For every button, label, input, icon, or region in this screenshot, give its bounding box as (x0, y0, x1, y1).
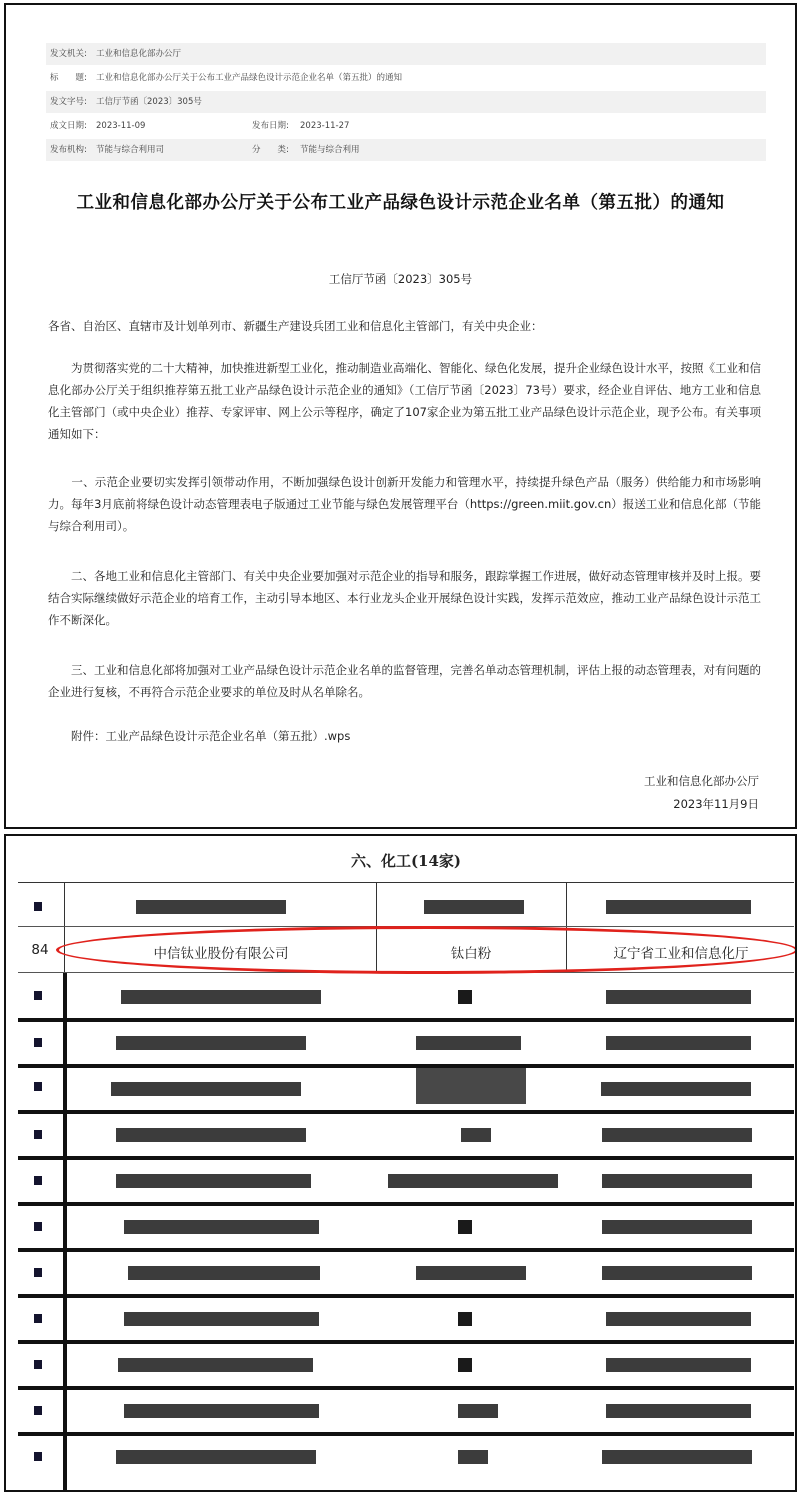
redacted-recommender (606, 900, 751, 914)
row-divider (18, 1294, 794, 1298)
redacted-number (34, 1406, 42, 1415)
redacted-company (124, 1220, 319, 1234)
redacted-company (111, 1082, 301, 1096)
redacted-number (34, 1452, 42, 1461)
redacted-recommender (606, 1404, 751, 1418)
redacted-product (458, 1358, 472, 1372)
highlight-ellipse (56, 926, 797, 974)
paragraph-item-1: 一、示范企业要切实发挥引领带动作用，不断加强绿色设计创新开发能力和管理水平，持续提升绿色产品（服务）供给能力和市场影响力。每年3月底前将绿色设计动态管理表电子版通过工业节能与绿色发展管理平台（https://green.miit.gov.cn）报送工业和信息化部（节能与综合利用司）。 (48, 475, 761, 533)
meta-issuer-label: 发文机关: (50, 49, 87, 59)
redacted-number (34, 991, 42, 1000)
redacted-company (136, 900, 286, 914)
row-divider (18, 1202, 794, 1206)
row-number: 84 (31, 942, 49, 958)
col-divider (64, 882, 65, 972)
redacted-product (424, 900, 524, 914)
redacted-recommender (602, 1266, 752, 1280)
redacted-recommender (606, 1312, 751, 1326)
recommender-name: 辽宁省工业和信息化厅 (613, 946, 749, 962)
meta-docno-label: 发文字号: (50, 97, 87, 107)
meta-category-label: 分 类: (252, 145, 289, 155)
redacted-product (458, 1312, 472, 1326)
redacted-number (34, 1082, 42, 1091)
redacted-recommender (602, 1128, 752, 1142)
redacted-company (124, 1404, 319, 1418)
redacted-product (416, 1266, 526, 1280)
redacted-product (416, 1068, 526, 1104)
redacted-company (116, 1174, 311, 1188)
redacted-company (124, 1312, 319, 1326)
redacted-company (116, 1036, 306, 1050)
paragraph-intro: 为贯彻落实党的二十大精神，加快推进新型工业化，推动制造业高端化、智能化、绿色化发展，提升企业绿色设计水平，按照《工业和信息化部办公厅关于组织推荐第五批工业产品绿色设计示范企业的通知》（工信厅节函〔2023〕73号）要求，经企业自评估、地方工业和信息化主管部门（或中央企业）推荐、专家评审、网上公示等程序，确定了107家企业为第五批工业产品绿色设计示范企业，现予公布。有关事项通知如下： (48, 361, 761, 441)
row-divider (18, 1110, 794, 1114)
document-number: 工信厅节函〔2023〕305号 (328, 272, 473, 286)
redacted-recommender (606, 990, 751, 1004)
redacted-number (34, 1222, 42, 1231)
attachment-line: 附件：工业产品绿色设计示范企业名单（第五批）.wps (48, 729, 351, 743)
redacted-recommender (606, 1358, 751, 1372)
notice-document (4, 3, 797, 829)
redacted-number (34, 1130, 42, 1139)
redacted-recommender (601, 1082, 751, 1096)
redacted-company (116, 1128, 306, 1142)
row-divider (18, 1064, 794, 1068)
redacted-recommender (606, 1036, 751, 1050)
redacted-company (118, 1358, 313, 1372)
redacted-number (34, 1268, 42, 1277)
meta-created: 2023-11-09 (96, 121, 146, 131)
meta-dates-row (46, 115, 766, 137)
redacted-product (458, 1220, 472, 1234)
row-divider (18, 1340, 794, 1344)
redacted-company (116, 1450, 316, 1464)
signature-org: 工业和信息化部办公厅 (644, 774, 759, 788)
row-divider (18, 1386, 794, 1390)
row-divider (18, 1432, 794, 1436)
meta-agency: 节能与综合利用司 (96, 145, 165, 155)
paragraph-item-2: 二、各地工业和信息化主管部门、有关中央企业要加强对示范企业的指导和服务，跟踪掌握工作进展，做好动态管理审核并及时上报。要结合实际继续做好示范企业的培育工作，主动引导本地区、本行业龙头企业开展绿色设计实践，发挥示范效应，推动工业产品绿色设计示范工作不断深化。 (48, 569, 761, 627)
redacted-number (34, 1314, 42, 1323)
redacted-company (128, 1266, 320, 1280)
meta-title-row (46, 67, 766, 89)
row-divider (18, 1156, 794, 1160)
redacted-recommender (602, 1174, 752, 1188)
meta-title: 工业和信息化部办公厅关于公布工业产品绿色设计示范企业名单（第五批）的通知 (96, 73, 403, 83)
row-divider (18, 1248, 794, 1252)
meta-docno: 工信厅节函〔2023〕305号 (96, 97, 202, 107)
enterprise-list-table (4, 834, 797, 1492)
meta-category: 节能与综合利用 (300, 145, 360, 155)
redacted-number (34, 902, 42, 911)
redacted-number (34, 1038, 42, 1047)
meta-agency-row (46, 139, 766, 161)
redacted-product (461, 1128, 491, 1142)
paragraph-item-3: 三、工业和信息化部将加强对工业产品绿色设计示范企业名单的监督管理，完善名单动态管理机制，评估上报的动态管理表，对有问题的企业进行复核，不再符合示范企业要求的单位及时从名单除名。 (48, 663, 761, 699)
redacted-product (416, 1036, 521, 1050)
product-name: 钛白粉 (450, 946, 492, 962)
redacted-recommender (602, 1220, 752, 1234)
col-divider (63, 972, 67, 1492)
meta-title-label: 标 题: (50, 73, 87, 83)
salutation: 各省、自治区、直辖市及计划单列市、新疆生产建设兵团工业和信息化主管部门，有关中央企业： (48, 319, 543, 333)
meta-published: 2023-11-27 (300, 121, 350, 131)
meta-created-label: 成文日期: (50, 121, 87, 131)
meta-published-label: 发布日期: (252, 121, 289, 131)
redacted-number (34, 1360, 42, 1369)
company-name: 中信钛业股份有限公司 (153, 946, 289, 962)
category-header: 六、化工(14家) (18, 838, 794, 883)
meta-issuer-row (46, 43, 766, 65)
redacted-number (34, 1176, 42, 1185)
redacted-product (388, 1174, 558, 1188)
meta-docno-row (46, 91, 766, 113)
signature-date: 2023年11月9日 (673, 797, 759, 811)
redacted-product (458, 1450, 488, 1464)
row-divider (18, 1018, 794, 1022)
redacted-product (458, 1404, 498, 1418)
meta-issuer: 工业和信息化部办公厅 (96, 49, 182, 59)
redacted-recommender (602, 1450, 752, 1464)
document-heading: 工业和信息化部办公厅关于公布工业产品绿色设计示范企业名单（第五批）的通知 (76, 193, 725, 213)
meta-agency-label: 发布机构: (50, 145, 87, 155)
redacted-company (121, 990, 321, 1004)
redacted-product (458, 990, 472, 1004)
